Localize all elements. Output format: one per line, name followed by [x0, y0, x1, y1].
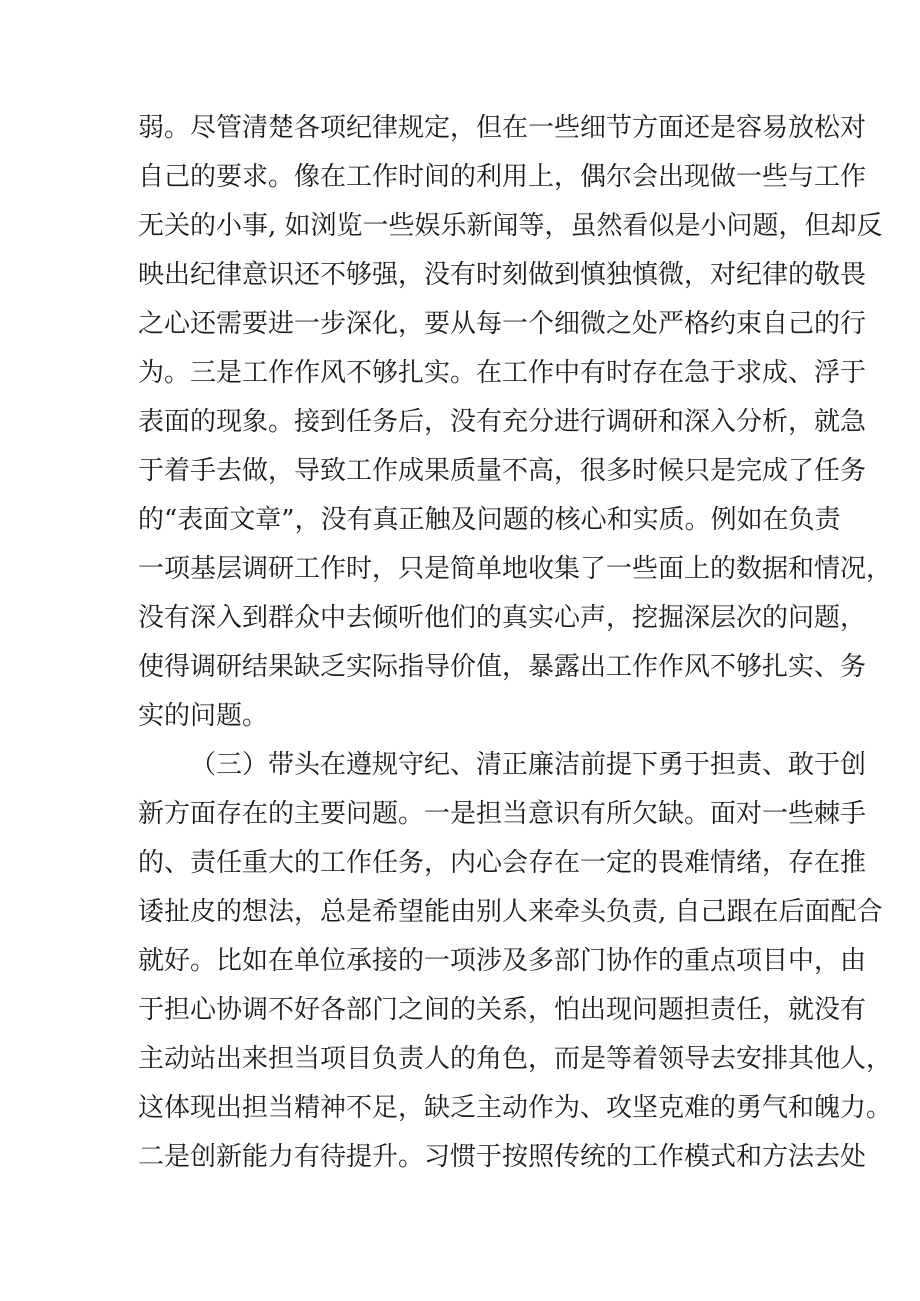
- text-line: 就好。比如在单位承接的一项涉及多部门协作的重点项目中，由: [138, 946, 867, 976]
- text-line: 使得调研结果缺乏实际指导价值，暴露出工作作风不够扎实、务: [138, 652, 867, 682]
- text-line: 一项基层调研工作时，只是简单地收集了一些面上的数据和情况，: [138, 554, 893, 584]
- text-line: 的“表面文章”，没有真正触及问题的核心和实质。例如在负责: [138, 505, 841, 535]
- text-line: 新方面存在的主要问题。一是担当意识有所欠缺。面对一些棘手: [138, 799, 867, 829]
- text-line: 映出纪律意识还不够强，没有时刻做到慎独慎微，对纪律的敬畏: [138, 260, 867, 290]
- text-line: 为。三是工作作风不够扎实。在工作中有时存在急于求成、浮于: [138, 358, 867, 388]
- paragraph-1: [138, 104, 893, 741]
- document-body: [138, 104, 893, 1182]
- text-line: 诿扯皮的想法，总是希望能由别人来牵头负责, 自己跟在后面配合: [138, 897, 883, 927]
- text-line: 自己的要求。像在工作时间的利用上，偶尔会出现做一些与工作: [138, 162, 867, 192]
- text-line: （三）带头在遵规守纪、清正廉洁前提下勇于担责、敢于创: [190, 750, 867, 780]
- paragraph-2: [138, 741, 893, 1182]
- text-line: 主动站出来担当项目负责人的角色，而是等着领导去安排其他人，: [138, 1044, 893, 1074]
- text-line: 这体现出担当精神不足，缺乏主动作为、攻坚克难的勇气和魄力。: [138, 1093, 893, 1123]
- text-line: 二是创新能力有待提升。习惯于按照传统的工作模式和方法去处: [138, 1142, 867, 1172]
- text-line: 于着手去做，导致工作成果质量不高，很多时候只是完成了任务: [138, 456, 867, 486]
- text-line: 表面的现象。接到任务后，没有充分进行调研和深入分析，就急: [138, 407, 867, 437]
- text-line: 无关的小事, 如浏览一些娱乐新闻等，虽然看似是小问题，但却反: [138, 211, 883, 241]
- text-line: 的、责任重大的工作任务，内心会存在一定的畏难情绪，存在推: [138, 848, 867, 878]
- text-line: 之心还需要进一步深化，要从每一个细微之处严格约束自己的行: [138, 309, 867, 339]
- text-line: 弱。尽管清楚各项纪律规定，但在一些细节方面还是容易放松对: [138, 113, 867, 143]
- text-line: 没有深入到群众中去倾听他们的真实心声，挖掘深层次的问题，: [138, 603, 867, 633]
- text-line: 于担心协调不好各部门之间的关系，怕出现问题担责任，就没有: [138, 995, 867, 1025]
- text-line: 实的问题。: [138, 701, 269, 731]
